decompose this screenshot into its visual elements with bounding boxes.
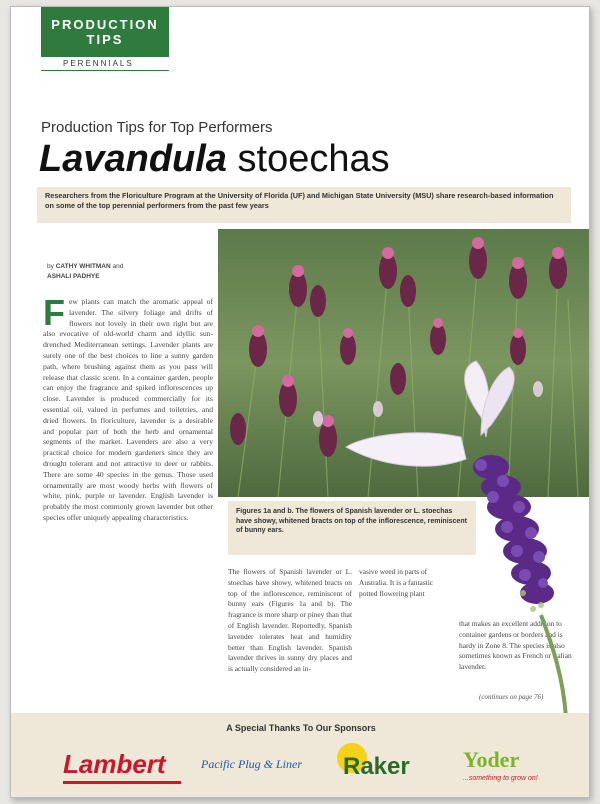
body-column-4: that makes an excellent addition to container gardens or borders and is hardy in Zone 8. The species is also sometimes known as French or Italian lavender. (459, 619, 572, 672)
article-deck: Researchers from the Floriculture Program at the University of Florida (UF) and Michigan State University (MSU) share research-based information on some of the top perennial performers from the past few years (37, 187, 571, 223)
byline (47, 262, 207, 282)
author-2: ASHALI PADHYE (47, 273, 100, 280)
pacific-plug-liner-logo[interactable]: Pacific Plug & Liner (201, 757, 302, 771)
lambert-underline (63, 781, 181, 784)
header-rule (41, 70, 169, 71)
body-text-1: ew plants can match the aromatic appeal of lavender. The silvery foliage and drifts of flowers not lovely in their own right but are also evocative of old-world charm and idyllic sun-drenched Mediterranean settings. Lavender plants are surely one of the best choices to line a sunny garden path, where brushing against them as you pass will release that classic scent. In a container garden, people can enjoy the fragrance and spiked inflorescences up close. Lavender is produced commercially for its essential oil, valued in perfumes and toiletries, and dried flowers. In floriculture, lavender is a desirable and popular part of both the herb and ornamental segments of the market. Lavenders are also a very practical choice for modern gardeners since they are drought tolerant and not attractive to deer or rabbits. There are some 40 species in the genus. Those used ornamentally are most woody herbs with flowers of white, pink, purple or lavender. English lavender is probably the most commonly grown lavender but other species offer uniquely appealing characteristics. (43, 297, 213, 522)
body-column-3: vasive weed in parts of Australia. It is a fantastic potted flowering plant (359, 567, 434, 598)
title-species: stoechas (237, 138, 390, 180)
sponsor-title: A Special Thanks To Our Sponsors (226, 723, 376, 733)
continued-note: (continues on page 76) (479, 693, 544, 701)
yoder-tagline: ...something to grow on! (463, 775, 538, 782)
byline-prefix: by (47, 263, 54, 270)
article-kicker: Production Tips for Top Performers (41, 119, 273, 136)
badge-line1: PRODUCTION (51, 17, 159, 32)
drop-cap: F (43, 292, 65, 333)
lavender-closeup-image (341, 347, 590, 717)
raker-logo[interactable]: Raker (343, 753, 410, 780)
sponsor-panel (11, 713, 590, 798)
badge-line2: TIPS (86, 32, 124, 47)
section-label: PERENNIALS (63, 59, 134, 68)
body-column-2: The flowers of Spanish lavender or L. stoechas have showy, whitened bracts on top of the inflorescence, reminiscent of bunny ears (Figures 1a and b). The fragrance is more sharp or piney than that of English lavender. Reportedly, Spanish lavender tolerates heat and humidity better than English lavender. Spanish lavender thrives in sunny dry places and is actually considered an in- (228, 567, 352, 674)
author-1: CATHY WHITMAN (55, 263, 111, 270)
byline-and: and (112, 263, 124, 270)
article-title (39, 139, 390, 179)
photo-caption: Figures 1a and b. The flowers of Spanish lavender or L. stoechas have showy, whitened bracts on top of the inflorescence, reminiscent of bunny ears. (228, 501, 476, 555)
title-genus: Lavandula (39, 138, 227, 180)
magazine-page (10, 6, 590, 798)
lambert-logo[interactable]: Lambert (63, 749, 166, 779)
body-column-1 (43, 292, 213, 524)
yoder-logo[interactable]: Yoder (463, 747, 520, 772)
production-tips-badge (41, 7, 169, 57)
